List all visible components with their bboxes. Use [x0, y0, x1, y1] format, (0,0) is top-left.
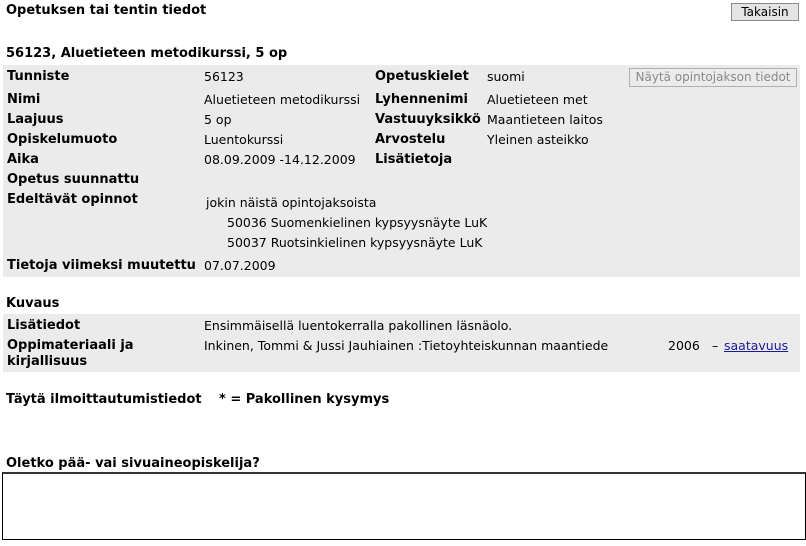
muutettu-value: 07.07.2009	[204, 258, 276, 273]
laajuus-value: 5 op	[204, 112, 232, 127]
edeltavat-intro: jokin näistä opintojaksoista	[206, 195, 377, 210]
oppimateriaali-value: Inkinen, Tommi & Jussi Jauhiainen :Tietoyhteiskunnan maantiede	[204, 338, 609, 353]
opetuskielet-label: Opetuskielet	[375, 69, 469, 84]
nimi-label: Nimi	[7, 92, 41, 107]
oppimateriaali-year: 2006	[668, 338, 700, 353]
tunniste-value: 56123	[204, 69, 244, 84]
answer-textarea[interactable]	[2, 472, 806, 540]
vastuuyksikko-label: Vastuuyksikkö	[375, 112, 481, 127]
back-button[interactable]: Takaisin	[731, 3, 799, 21]
opiskelumuoto-value: Luentokurssi	[204, 132, 284, 147]
lyhennenimi-label: Lyhennenimi	[375, 92, 468, 107]
opetus-suunnattu-label: Opetus suunnattu	[7, 172, 140, 187]
kuvaus-heading: Kuvaus	[6, 296, 60, 311]
arvostelu-label: Arvostelu	[375, 132, 446, 147]
aika-label: Aika	[7, 152, 39, 167]
course-heading: 56123, Aluetieteen metodikurssi, 5 op	[6, 46, 288, 61]
edeltavat-label: Edeltävät opinnot	[7, 192, 138, 207]
required-note: * = Pakollinen kysymys	[219, 392, 390, 407]
tunniste-label: Tunniste	[7, 69, 70, 84]
saatavuus-link[interactable]: saatavuus	[724, 338, 789, 353]
arvostelu-value: Yleinen asteikko	[487, 132, 589, 147]
lisatietoja-label: Lisätietoja	[375, 152, 453, 167]
vastuuyksikko-value: Maantieteen laitos	[487, 112, 603, 127]
opiskelumuoto-label: Opiskelumuoto	[7, 132, 118, 147]
question-label: Oletko pää- vai sivuaineopiskelija?	[6, 456, 260, 471]
prerequisite-item: 50036 Suomenkielinen kypsyysnäyte LuK	[227, 215, 488, 230]
aika-value: 08.09.2009 -14.12.2009	[204, 152, 356, 167]
page-title: Opetuksen tai tentin tiedot	[6, 3, 207, 18]
muutettu-label: Tietoja viimeksi muutettu	[7, 258, 196, 273]
lisatiedot-label: Lisätiedot	[7, 318, 81, 333]
oppimateriaali-label-line2: kirjallisuus	[7, 354, 88, 369]
form-heading: Täytä ilmoittautumistiedot	[6, 392, 202, 407]
prerequisite-item: 50037 Ruotsinkielinen kypsyysnäyte LuK	[227, 235, 483, 250]
oppimateriaali-dash: –	[712, 338, 719, 353]
opetuskielet-value: suomi	[487, 69, 525, 84]
nimi-value: Aluetieteen metodikurssi	[204, 92, 361, 107]
laajuus-label: Laajuus	[7, 112, 64, 127]
show-course-details-button[interactable]: Näytä opintojakson tiedot	[629, 68, 797, 87]
lyhennenimi-value: Aluetieteen met	[487, 92, 588, 107]
oppimateriaali-label-line1: Oppimateriaali ja	[7, 338, 134, 353]
lisatiedot-value: Ensimmäisellä luentokerralla pakollinen läsnäolo.	[204, 318, 513, 333]
